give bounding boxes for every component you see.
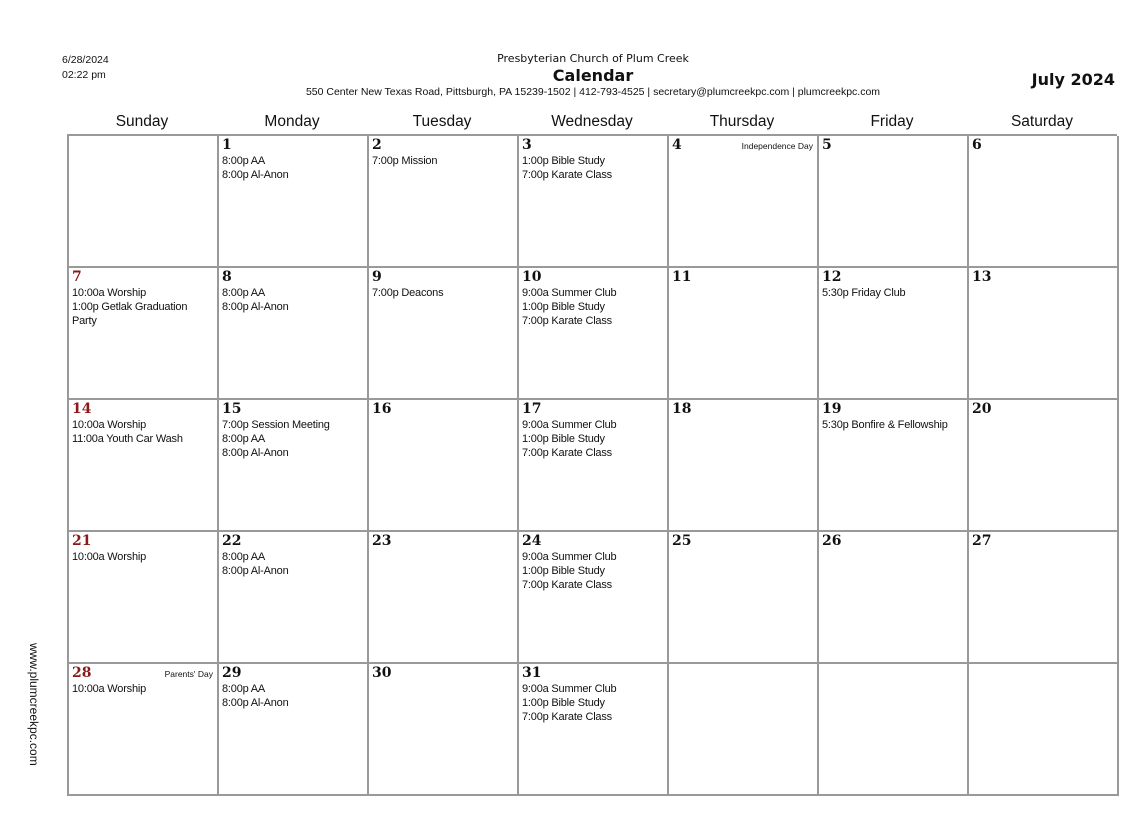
- calendar-event[interactable]: 10:00a Worship: [72, 683, 147, 695]
- day-cell-31[interactable]: [519, 664, 669, 796]
- event-list: [222, 550, 364, 578]
- day-cell-29[interactable]: [219, 664, 369, 796]
- holiday-label: Independence Day: [741, 141, 813, 151]
- event-list: [222, 154, 364, 182]
- day-cell-19[interactable]: [819, 400, 969, 532]
- calendar-event[interactable]: 7:00p Mission: [372, 155, 438, 167]
- event-list: [522, 682, 664, 724]
- day-cell-7[interactable]: [69, 268, 219, 400]
- day-cell-30[interactable]: [369, 664, 519, 796]
- day-cell-2[interactable]: [369, 136, 519, 268]
- day-number: 19: [822, 401, 842, 417]
- day-cell-15[interactable]: [219, 400, 369, 532]
- day-cell-12[interactable]: [819, 268, 969, 400]
- calendar-event[interactable]: 1:00p Bible Study: [522, 565, 605, 577]
- calendar-event[interactable]: 1:00p Getlak Graduation Party: [72, 301, 188, 327]
- day-number: 7: [72, 269, 82, 285]
- day-number: 14: [72, 401, 92, 417]
- empty-day-cell[interactable]: [669, 664, 819, 796]
- day-number: 9: [372, 269, 382, 285]
- month-title: July 2024: [1031, 70, 1115, 89]
- day-number: 18: [672, 401, 692, 417]
- calendar-event[interactable]: 7:00p Karate Class: [522, 447, 612, 459]
- month-calendar: [67, 110, 1117, 796]
- calendar-event[interactable]: 8:00p AA: [222, 683, 266, 695]
- day-cell-25[interactable]: [669, 532, 819, 664]
- day-number: 3: [522, 137, 532, 153]
- holiday-label: Parents' Day: [164, 669, 213, 679]
- weekday-header-thursday: Thursday: [709, 113, 775, 130]
- calendar-event[interactable]: 8:00p AA: [222, 287, 266, 299]
- day-cell-1[interactable]: [219, 136, 369, 268]
- contact-address: 550 Center New Texas Road, Pittsburgh, PA 15239-1502 | 412-793-4525 | secretary@plumcreekpc.com | plumcreekpc.com: [305, 86, 881, 98]
- calendar-event[interactable]: 10:00a Worship: [72, 551, 147, 563]
- print-timestamp: [62, 53, 109, 83]
- weekday-header-row: [67, 110, 1117, 134]
- calendar-event[interactable]: 1:00p Bible Study: [522, 433, 605, 445]
- day-cell-9[interactable]: [369, 268, 519, 400]
- calendar-event[interactable]: 1:00p Bible Study: [522, 155, 605, 167]
- day-number: 16: [372, 401, 392, 417]
- day-cell-5[interactable]: [819, 136, 969, 268]
- day-cell-4[interactable]: [669, 136, 819, 268]
- calendar-event[interactable]: 5:30p Friday Club: [822, 287, 906, 299]
- page-title: Calendar: [552, 66, 634, 85]
- event-list: [822, 418, 964, 432]
- calendar-event[interactable]: 8:00p Al-Anon: [222, 447, 289, 459]
- day-number: 28: [72, 665, 92, 681]
- day-number: 23: [372, 533, 392, 549]
- day-number: 8: [222, 269, 232, 285]
- print-time: 02:22 pm: [62, 69, 106, 81]
- event-list: [72, 682, 214, 696]
- day-cell-26[interactable]: [819, 532, 969, 664]
- calendar-event[interactable]: 8:00p AA: [222, 155, 266, 167]
- day-cell-11[interactable]: [669, 268, 819, 400]
- day-cell-17[interactable]: [519, 400, 669, 532]
- empty-day-cell[interactable]: [819, 664, 969, 796]
- calendar-event[interactable]: 1:00p Bible Study: [522, 301, 605, 313]
- day-number: 15: [222, 401, 242, 417]
- weekday-header-wednesday: Wednesday: [551, 113, 633, 130]
- weekday-header-monday: Monday: [264, 113, 320, 130]
- weekday-header-saturday: Saturday: [1010, 113, 1074, 130]
- calendar-event[interactable]: 8:00p AA: [222, 551, 266, 563]
- day-cell-21[interactable]: [69, 532, 219, 664]
- empty-day-cell[interactable]: [969, 664, 1119, 796]
- event-list: [522, 550, 664, 592]
- day-number: 17: [522, 401, 542, 417]
- weekday-header-tuesday: Tuesday: [412, 113, 472, 130]
- day-number: 2: [372, 137, 382, 153]
- calendar-event[interactable]: 9:00a Summer Club: [522, 287, 617, 299]
- weekday-header-sunday: Sunday: [115, 113, 169, 130]
- calendar-event[interactable]: 1:00p Bible Study: [522, 697, 605, 709]
- day-number: 10: [522, 269, 542, 285]
- calendar-event[interactable]: 8:00p Al-Anon: [222, 697, 289, 709]
- event-list: [222, 418, 364, 460]
- calendar-grid: [67, 134, 1117, 796]
- day-cell-6[interactable]: [969, 136, 1119, 268]
- event-list: [522, 286, 664, 328]
- side-website-url: www.plumcreekpc.com: [27, 643, 41, 766]
- day-number: 20: [972, 401, 992, 417]
- day-number: 12: [822, 269, 842, 285]
- calendar-event[interactable]: 11:00a Youth Car Wash: [72, 433, 183, 445]
- event-list: [222, 682, 364, 710]
- event-list: [522, 154, 664, 182]
- day-number: 5: [822, 137, 832, 153]
- event-list: [822, 286, 964, 300]
- calendar-event[interactable]: 10:00a Worship: [72, 287, 147, 299]
- event-list: [372, 286, 514, 300]
- organization-name: Presbyterian Church of Plum Creek: [497, 52, 689, 65]
- day-number: 25: [672, 533, 692, 549]
- day-cell-18[interactable]: [669, 400, 819, 532]
- calendar-event[interactable]: 10:00a Worship: [72, 419, 147, 431]
- day-number: 26: [822, 533, 842, 549]
- day-cell-27[interactable]: [969, 532, 1119, 664]
- calendar-event[interactable]: 9:00a Summer Club: [522, 419, 617, 431]
- calendar-event[interactable]: 8:00p Al-Anon: [222, 169, 289, 181]
- day-cell-23[interactable]: [369, 532, 519, 664]
- calendar-event[interactable]: 9:00a Summer Club: [522, 551, 617, 563]
- day-number: 31: [522, 665, 542, 681]
- event-list: [522, 418, 664, 460]
- day-number: 13: [972, 269, 992, 285]
- day-cell-14[interactable]: [69, 400, 219, 532]
- event-list: [72, 418, 214, 446]
- day-cell-10[interactable]: [519, 268, 669, 400]
- print-date: 6/28/2024: [62, 54, 109, 66]
- day-cell-16[interactable]: [369, 400, 519, 532]
- day-number: 21: [72, 533, 92, 549]
- day-number: 29: [222, 665, 242, 681]
- weekday-header-friday: Friday: [870, 113, 914, 130]
- event-list: [372, 154, 514, 168]
- day-cell-13[interactable]: [969, 268, 1119, 400]
- event-list: [222, 286, 364, 314]
- day-number: 24: [522, 533, 542, 549]
- calendar-event[interactable]: 7:00p Session Meeting: [222, 419, 330, 431]
- day-number: 1: [222, 137, 232, 153]
- day-number: 6: [972, 137, 982, 153]
- calendar-event[interactable]: 9:00a Summer Club: [522, 683, 617, 695]
- day-number: 22: [222, 533, 242, 549]
- calendar-event[interactable]: 7:00p Karate Class: [522, 315, 612, 327]
- calendar-event[interactable]: 8:00p Al-Anon: [222, 301, 289, 313]
- day-cell-8[interactable]: [219, 268, 369, 400]
- day-number: 27: [972, 533, 992, 549]
- calendar-event[interactable]: 8:00p AA: [222, 433, 266, 445]
- empty-day-cell[interactable]: [69, 136, 219, 268]
- calendar-header: [200, 52, 986, 99]
- day-cell-28[interactable]: [69, 664, 219, 796]
- calendar-event[interactable]: 8:00p Al-Anon: [222, 565, 289, 577]
- day-number: 11: [672, 269, 692, 285]
- calendar-event[interactable]: 7:00p Karate Class: [522, 711, 612, 723]
- day-cell-22[interactable]: [219, 532, 369, 664]
- day-cell-24[interactable]: [519, 532, 669, 664]
- calendar-event[interactable]: 7:00p Deacons: [372, 287, 444, 299]
- event-list: [72, 550, 214, 564]
- day-cell-3[interactable]: [519, 136, 669, 268]
- day-number: 4: [672, 137, 682, 153]
- event-list: [72, 286, 214, 328]
- day-number: 30: [372, 665, 392, 681]
- calendar-event[interactable]: 7:00p Karate Class: [522, 169, 612, 181]
- day-cell-20[interactable]: [969, 400, 1119, 532]
- calendar-event[interactable]: 7:00p Karate Class: [522, 579, 612, 591]
- calendar-event[interactable]: 5:30p Bonfire & Fellowship: [822, 419, 948, 431]
